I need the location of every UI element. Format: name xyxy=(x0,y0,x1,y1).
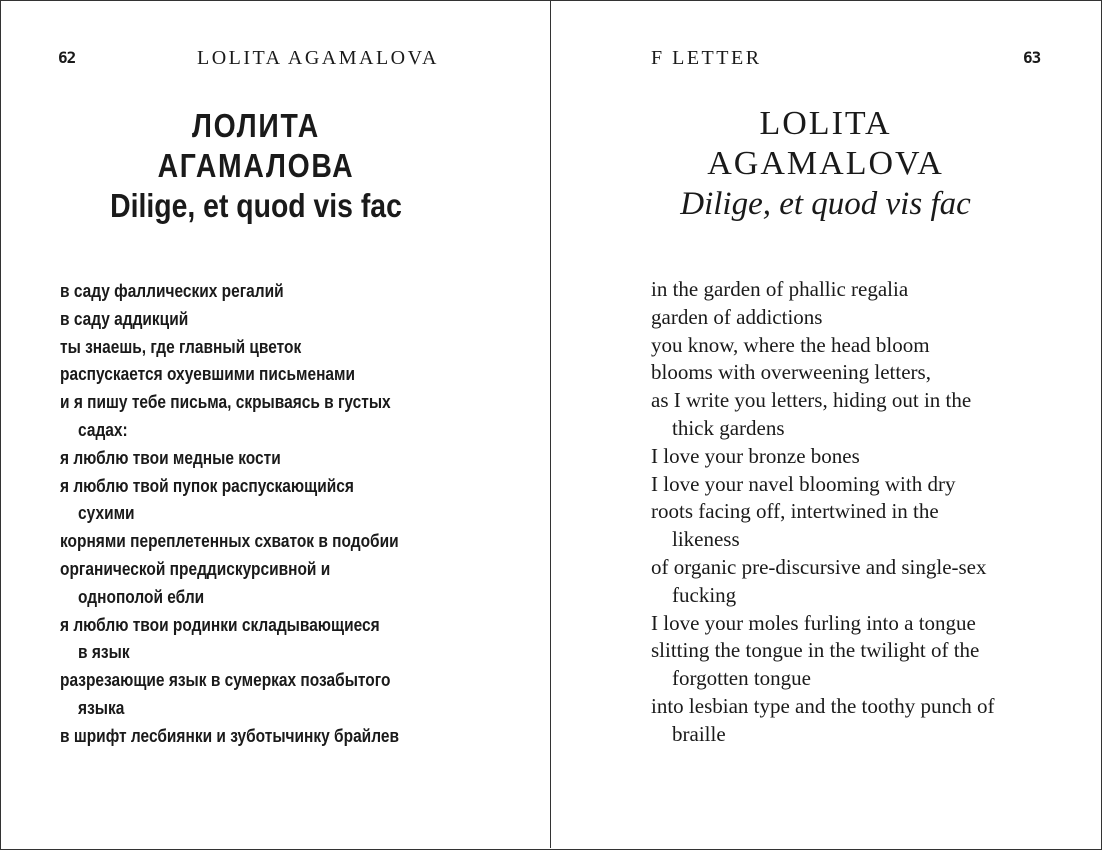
poem-line: into lesbian type and the toothy punch of xyxy=(651,693,995,718)
poem-line: я люблю твои родинки складывающиеся xyxy=(60,614,380,635)
right-page xyxy=(551,0,1100,848)
poem-line: as I write you letters, hiding out in the xyxy=(651,388,972,413)
poem-line: you know, where the head bloom xyxy=(651,332,930,357)
poem-line: ты знаешь, где главный цветок xyxy=(60,336,302,357)
poem-line: slitting the tongue in the twilight of the xyxy=(651,638,980,663)
left-poem xyxy=(60,278,456,751)
poem-line: I love your moles furling into a tongue xyxy=(651,610,976,635)
right-running-head: F LETTER xyxy=(651,47,762,69)
right-title-block xyxy=(551,104,1100,224)
left-running-head: LOLITA AGAMALOVA xyxy=(197,47,439,69)
left-title-line-1: ЛОЛИТА xyxy=(192,107,320,144)
poem-line: garden of addictions xyxy=(651,304,823,329)
poem-line-continuation: fucking xyxy=(672,582,737,607)
poem-line: корнями переплетенных схваток в подобии xyxy=(60,531,399,552)
left-title-line-2: АГАМАЛОВА xyxy=(157,147,355,184)
poem-line: в саду фаллических регалий xyxy=(60,281,284,301)
poem-line-continuation: thick gardens xyxy=(672,415,785,440)
poem-line-continuation: forgotten tongue xyxy=(672,666,812,691)
poem-line-continuation: braille xyxy=(672,721,726,746)
left-page xyxy=(0,0,550,848)
poem-line-continuation: однополой ебли xyxy=(78,586,205,607)
right-subtitle: Dilige, et quod vis fac xyxy=(680,186,971,222)
right-title-line-1: LOLITA xyxy=(759,105,892,142)
poem-line: распускается охуевшими письменами xyxy=(60,364,356,385)
poem-line: я люблю твой пупок распускающийся xyxy=(60,475,354,496)
right-poem xyxy=(651,276,1091,749)
poem-line-continuation: садах: xyxy=(78,419,128,440)
poem-line-continuation: likeness xyxy=(672,527,740,552)
poem-line: I love your navel blooming with dry xyxy=(651,471,956,496)
poem-line-continuation: в язык xyxy=(78,642,130,663)
poem-line: in the garden of phallic regalia xyxy=(651,277,909,301)
poem-line-continuation: сухими xyxy=(78,503,135,524)
left-title-block xyxy=(36,106,476,226)
poem-line: я люблю твои медные кости xyxy=(60,447,281,468)
poem-line-continuation: языка xyxy=(78,697,125,718)
left-subtitle: Dilige, et quod vis fac xyxy=(110,187,402,224)
poem-line: в саду аддикций xyxy=(60,308,189,329)
poem-line: и я пишу тебе письма, скрываясь в густых xyxy=(60,392,391,413)
poem-line: в шрифт лесбиянки и зуботычинку брайлев xyxy=(60,725,399,746)
poem-line: of organic pre-discursive and single-sex xyxy=(651,554,987,579)
poem-line: I love your bronze bones xyxy=(651,443,860,468)
poem-line: разрезающие язык в сумерках позабытого xyxy=(60,670,391,691)
left-page-number: 62 xyxy=(58,48,76,67)
poem-line: органической преддискурсивной и xyxy=(60,558,331,579)
poem-line: blooms with overweening letters, xyxy=(651,360,931,385)
right-title-line-2: AGAMALOVA xyxy=(707,145,944,182)
right-page-number: 63 xyxy=(1023,48,1041,67)
poem-line: roots facing off, intertwined in the xyxy=(651,499,939,524)
